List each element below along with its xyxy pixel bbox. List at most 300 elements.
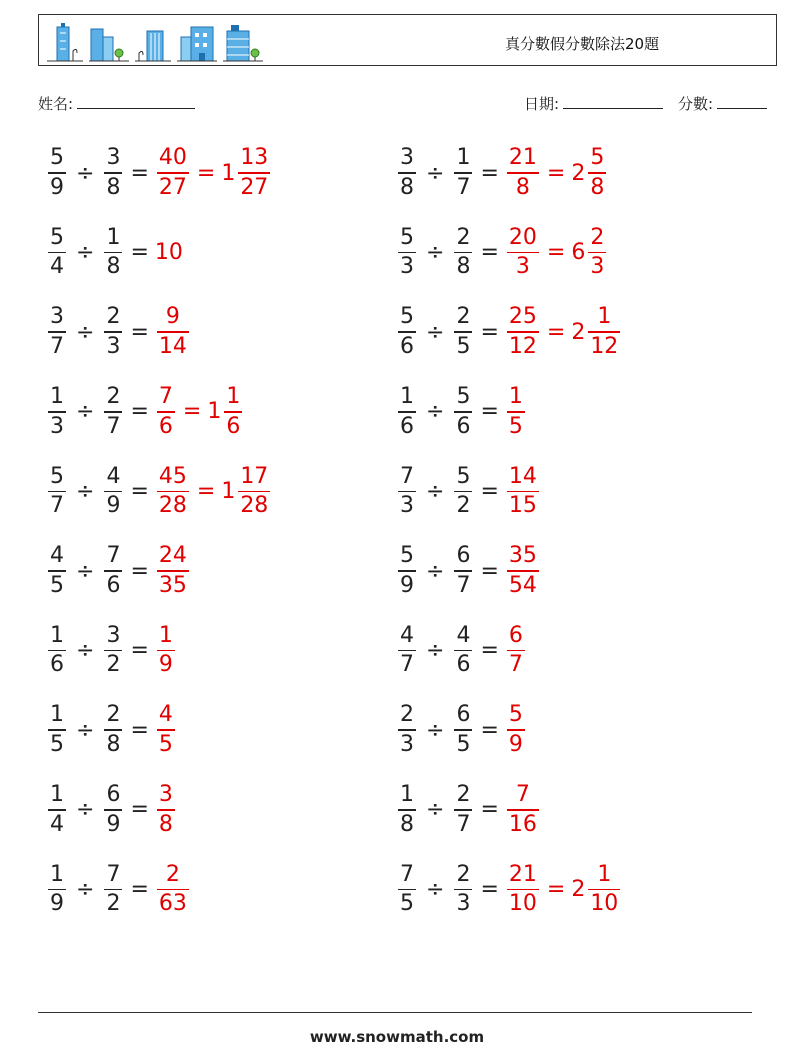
problem-item (46, 540, 191, 602)
answer-fraction (507, 463, 539, 519)
numerator: 6 (456, 543, 471, 569)
fraction-bar (507, 411, 525, 413)
numerator: 3 (106, 145, 121, 171)
divide-sign: ÷ (76, 240, 95, 266)
divide-sign: ÷ (426, 160, 445, 186)
answer (155, 545, 191, 597)
numerator: 25 (508, 304, 537, 330)
denominator: 10 (508, 891, 537, 917)
denominator: 8 (106, 731, 121, 757)
denominator: 54 (508, 572, 537, 598)
equals-sign: = (196, 478, 216, 504)
numerator: 7 (106, 543, 121, 569)
equals-sign: = (480, 319, 499, 345)
problem-item (396, 620, 527, 682)
answer-fraction (507, 861, 539, 917)
numerator: 2 (456, 224, 471, 250)
answer-fraction (507, 704, 525, 756)
equals-sign: = (480, 558, 499, 584)
equals-sign: = (480, 876, 499, 902)
numerator: 3 (158, 782, 173, 807)
denominator: 3 (400, 731, 414, 757)
equals-sign: = (480, 160, 499, 186)
numerator: 9 (165, 304, 180, 330)
mixed-fraction-part (238, 147, 270, 199)
fraction-bar (104, 650, 122, 652)
problem-item (46, 620, 177, 682)
numerator: 3 (50, 304, 64, 330)
name-field (38, 93, 195, 114)
numerator: 35 (508, 543, 537, 569)
answer (155, 240, 183, 265)
numerator: 1 (400, 782, 414, 807)
divide-sign: ÷ (76, 160, 95, 186)
denominator: 3 (400, 493, 414, 519)
answer (155, 306, 191, 358)
answer-fraction (157, 622, 175, 678)
numerator: 1 (50, 702, 64, 728)
answer-integer: 10 (154, 240, 183, 266)
fraction-bar (398, 172, 416, 174)
footer-divider (38, 1012, 752, 1013)
dividend-fraction (398, 147, 416, 199)
answer-fraction (507, 386, 525, 438)
problem-item (46, 142, 272, 204)
divide-sign: ÷ (76, 478, 95, 504)
equals-sign: = (480, 638, 499, 664)
fraction-bar (588, 172, 606, 174)
denominator: 5 (508, 413, 523, 439)
divide-sign: ÷ (426, 638, 445, 664)
dividend-fraction (398, 386, 416, 438)
numerator: 2 (456, 782, 471, 807)
equals-sign: = (130, 399, 149, 425)
fraction-bar (454, 491, 472, 493)
answer-fraction (507, 784, 539, 836)
denominator: 3 (400, 254, 414, 280)
building-icon (223, 23, 263, 63)
answer (155, 622, 177, 678)
problem-item (396, 222, 608, 284)
fraction-bar (48, 889, 66, 891)
answer (505, 386, 527, 438)
answer (155, 784, 177, 836)
denominator: 28 (158, 493, 187, 519)
numerator: 5 (400, 304, 414, 330)
fraction-bar (104, 172, 122, 174)
problem-item (46, 460, 272, 522)
numerator: 4 (50, 543, 64, 569)
fraction-bar (238, 491, 270, 493)
numerator: 5 (50, 145, 64, 171)
fraction-bar (398, 331, 416, 333)
problem-item (396, 858, 622, 920)
numerator: 5 (456, 384, 471, 409)
equals-sign: = (130, 797, 149, 823)
numerator: 5 (456, 463, 471, 489)
equals-sign: = (130, 876, 149, 902)
answer (155, 463, 272, 519)
fraction-bar (104, 809, 122, 811)
denominator: 9 (50, 174, 64, 200)
denominator: 7 (50, 493, 64, 519)
problem-item (396, 540, 541, 602)
problem-item (46, 858, 191, 920)
numerator: 5 (508, 702, 523, 728)
answer-fraction (157, 386, 175, 438)
fraction-bar (398, 570, 416, 572)
answer-fraction (157, 306, 189, 358)
denominator: 8 (400, 811, 414, 837)
fraction-bar (104, 570, 122, 572)
equals-sign: = (130, 240, 149, 266)
numerator: 21 (508, 145, 537, 171)
denominator: 7 (50, 333, 64, 359)
numerator: 17 (240, 463, 269, 489)
denominator: 7 (456, 572, 471, 598)
denominator: 12 (508, 333, 537, 359)
numerator: 6 (508, 622, 523, 648)
divisor-fraction (454, 306, 472, 358)
numerator: 2 (165, 861, 180, 887)
fraction-bar (398, 809, 416, 811)
fraction-bar (48, 809, 66, 811)
divide-sign: ÷ (76, 319, 95, 345)
fraction-bar (588, 889, 620, 891)
equals-sign: = (130, 319, 149, 345)
answer-fraction (157, 704, 175, 756)
fraction-bar (104, 411, 122, 413)
numerator: 2 (106, 304, 121, 330)
fraction-bar (588, 252, 606, 254)
fraction-bar (48, 570, 66, 572)
answer (505, 784, 541, 836)
numerator: 45 (158, 463, 187, 489)
dividend-fraction (398, 704, 416, 756)
numerator: 40 (158, 145, 187, 171)
fraction-bar (507, 570, 539, 572)
denominator: 63 (158, 891, 187, 917)
denominator: 5 (50, 572, 64, 598)
answer (505, 704, 527, 756)
answer (155, 861, 191, 917)
denominator: 7 (456, 174, 471, 200)
numerator: 5 (50, 463, 64, 489)
denominator: 5 (400, 891, 414, 917)
mixed-whole: 1 (221, 160, 236, 186)
numerator: 3 (400, 145, 414, 171)
numerator: 5 (50, 224, 64, 250)
numerator: 4 (400, 622, 414, 648)
problem-item (396, 381, 527, 443)
dividend-fraction (48, 704, 66, 756)
numerator: 1 (50, 782, 64, 807)
denominator: 2 (106, 891, 121, 917)
numerator: 1 (400, 384, 414, 409)
numerator: 1 (50, 622, 64, 648)
date-label: 日期: (524, 95, 560, 113)
numerator: 4 (456, 622, 471, 648)
fraction-bar (507, 729, 525, 731)
denominator: 14 (158, 333, 187, 359)
divisor-fraction (454, 784, 472, 836)
denominator: 3 (50, 413, 64, 439)
numerator: 7 (400, 861, 414, 887)
denominator: 3 (106, 333, 121, 359)
problem-item (396, 142, 608, 204)
problem-item (396, 301, 622, 363)
divisor-fraction (104, 147, 122, 199)
divisor-fraction (104, 545, 122, 597)
dividend-fraction (48, 463, 66, 519)
fraction-bar (454, 331, 472, 333)
denominator: 6 (456, 652, 471, 678)
numerator: 1 (597, 304, 612, 330)
fraction-bar (48, 729, 66, 731)
problem-item (396, 460, 541, 522)
denominator: 6 (50, 652, 64, 678)
dividend-fraction (48, 784, 66, 836)
fraction-bar (157, 172, 189, 174)
dividend-fraction (398, 784, 416, 836)
answer-fraction (157, 545, 189, 597)
numerator: 1 (508, 384, 523, 409)
mixed-fraction-part (588, 147, 606, 199)
denominator: 6 (400, 413, 414, 439)
building-icon (135, 23, 171, 63)
denominator: 15 (508, 493, 537, 519)
answer (505, 463, 541, 519)
fraction-bar (398, 491, 416, 493)
equals-sign: = (130, 638, 149, 664)
denominator: 35 (158, 572, 187, 598)
denominator: 9 (508, 731, 523, 757)
dividend-fraction (48, 224, 66, 280)
numerator: 3 (106, 622, 121, 648)
footer-url: www.snowmath.com (309, 1028, 485, 1046)
numerator: 2 (456, 304, 471, 330)
mixed-fraction-part (588, 306, 620, 358)
fraction-bar (48, 411, 66, 413)
dividend-fraction (48, 622, 66, 678)
dividend-fraction (48, 386, 66, 438)
fraction-bar (48, 252, 66, 254)
fraction-bar (454, 650, 472, 652)
divisor-fraction (454, 147, 472, 199)
fraction-bar (454, 252, 472, 254)
mixed-whole: 6 (571, 240, 586, 266)
numerator: 7 (158, 384, 173, 409)
denominator: 12 (590, 333, 619, 359)
divisor-fraction (104, 622, 122, 678)
numerator: 2 (590, 224, 605, 250)
fraction-bar (507, 809, 539, 811)
mixed-fraction-part (238, 463, 270, 519)
numerator: 4 (106, 463, 121, 489)
answer-fraction (507, 545, 539, 597)
denominator: 3 (590, 254, 605, 280)
denominator: 8 (158, 811, 173, 837)
divide-sign: ÷ (426, 240, 445, 266)
dividend-fraction (398, 622, 416, 678)
divide-sign: ÷ (76, 638, 95, 664)
divisor-fraction (104, 784, 122, 836)
numerator: 2 (106, 702, 121, 728)
equals-sign: = (480, 797, 499, 823)
fraction-bar (157, 331, 189, 333)
divide-sign: ÷ (76, 399, 95, 425)
problem-item (46, 301, 191, 363)
denominator: 7 (508, 652, 523, 678)
fraction-bar (157, 491, 189, 493)
equals-sign: = (546, 240, 566, 266)
denominator: 7 (400, 652, 414, 678)
mixed-fraction-part (224, 386, 242, 438)
denominator: 5 (50, 731, 64, 757)
fraction-bar (224, 411, 242, 413)
answer (505, 622, 527, 678)
equals-sign: = (480, 717, 499, 743)
dividend-fraction (398, 306, 416, 358)
answer-fraction (157, 861, 189, 917)
denominator: 6 (106, 572, 121, 598)
fraction-bar (507, 889, 539, 891)
fraction-bar (398, 889, 416, 891)
fraction-bar (398, 729, 416, 731)
dividend-fraction (48, 306, 66, 358)
answer (155, 704, 177, 756)
answer-fraction (507, 622, 525, 678)
score-field (678, 93, 767, 114)
answer-fraction (157, 784, 175, 836)
divisor-fraction (454, 224, 472, 280)
fraction-bar (48, 650, 66, 652)
name-label: 姓名: (38, 95, 74, 113)
mixed-fraction-part (588, 861, 620, 917)
building-icon (47, 23, 83, 63)
answer (505, 545, 541, 597)
fraction-bar (507, 252, 539, 254)
fraction-bar (454, 809, 472, 811)
denominator: 5 (158, 731, 173, 757)
divisor-fraction (454, 622, 472, 678)
denominator: 7 (106, 413, 121, 439)
divide-sign: ÷ (76, 558, 95, 584)
fraction-bar (454, 411, 472, 413)
denominator: 9 (400, 572, 414, 598)
mixed-whole: 1 (207, 399, 222, 425)
numerator: 13 (240, 145, 269, 171)
dividend-fraction (398, 224, 416, 280)
problem-item (46, 381, 244, 443)
numerator: 6 (106, 782, 121, 807)
fraction-bar (454, 889, 472, 891)
denominator: 7 (456, 811, 471, 837)
fraction-bar (507, 491, 539, 493)
divide-sign: ÷ (426, 319, 445, 345)
divisor-fraction (104, 861, 122, 917)
equals-sign: = (130, 478, 149, 504)
mixed-whole: 1 (221, 478, 236, 504)
divisor-fraction (454, 463, 472, 519)
numerator: 7 (515, 782, 530, 807)
numerator: 1 (456, 145, 471, 171)
fraction-bar (104, 491, 122, 493)
denominator: 8 (515, 174, 530, 200)
dividend-fraction (398, 861, 416, 917)
divide-sign: ÷ (426, 876, 445, 902)
fraction-bar (104, 889, 122, 891)
divide-sign: ÷ (426, 558, 445, 584)
fraction-bar (398, 650, 416, 652)
divisor-fraction (454, 861, 472, 917)
denominator: 10 (590, 891, 619, 917)
fraction-bar (398, 252, 416, 254)
equals-sign: = (130, 717, 149, 743)
denominator: 8 (400, 174, 414, 200)
fraction-bar (48, 331, 66, 333)
denominator: 8 (590, 174, 605, 200)
name-blank[interactable] (77, 94, 195, 109)
mixed-whole: 2 (571, 876, 586, 902)
score-blank[interactable] (717, 94, 767, 109)
equals-sign: = (546, 876, 566, 902)
equals-sign: = (196, 160, 216, 186)
numerator: 7 (400, 463, 414, 489)
divisor-fraction (454, 704, 472, 756)
numerator: 5 (400, 224, 414, 250)
problem-item (46, 222, 183, 284)
fraction-bar (157, 889, 189, 891)
dividend-fraction (398, 545, 416, 597)
numerator: 5 (400, 543, 414, 569)
fraction-bar (454, 570, 472, 572)
divisor-fraction (454, 545, 472, 597)
denominator: 4 (50, 254, 64, 280)
building-icon (177, 23, 217, 63)
fraction-bar (454, 172, 472, 174)
denominator: 2 (456, 493, 471, 519)
dividend-fraction (398, 463, 416, 519)
numerator: 21 (508, 861, 537, 887)
divisor-fraction (454, 386, 472, 438)
divide-sign: ÷ (76, 797, 95, 823)
numerator: 1 (50, 384, 64, 409)
fraction-bar (157, 411, 175, 413)
numerator: 2 (106, 384, 121, 409)
denominator: 6 (456, 413, 471, 439)
divisor-fraction (104, 463, 122, 519)
denominator: 27 (158, 174, 187, 200)
mixed-whole: 2 (571, 160, 586, 186)
denominator: 6 (158, 413, 173, 439)
divide-sign: ÷ (426, 399, 445, 425)
date-blank[interactable] (563, 94, 663, 109)
numerator: 2 (456, 861, 471, 887)
denominator: 28 (240, 493, 269, 519)
numerator: 1 (106, 224, 121, 250)
equals-sign: = (130, 558, 149, 584)
denominator: 5 (456, 333, 471, 359)
equals-sign: = (182, 399, 202, 425)
equals-sign: = (130, 160, 149, 186)
fraction-bar (507, 331, 539, 333)
answer-fraction (507, 306, 539, 358)
fraction-bar (454, 729, 472, 731)
fraction-bar (104, 331, 122, 333)
numerator: 14 (508, 463, 537, 489)
divide-sign: ÷ (426, 478, 445, 504)
